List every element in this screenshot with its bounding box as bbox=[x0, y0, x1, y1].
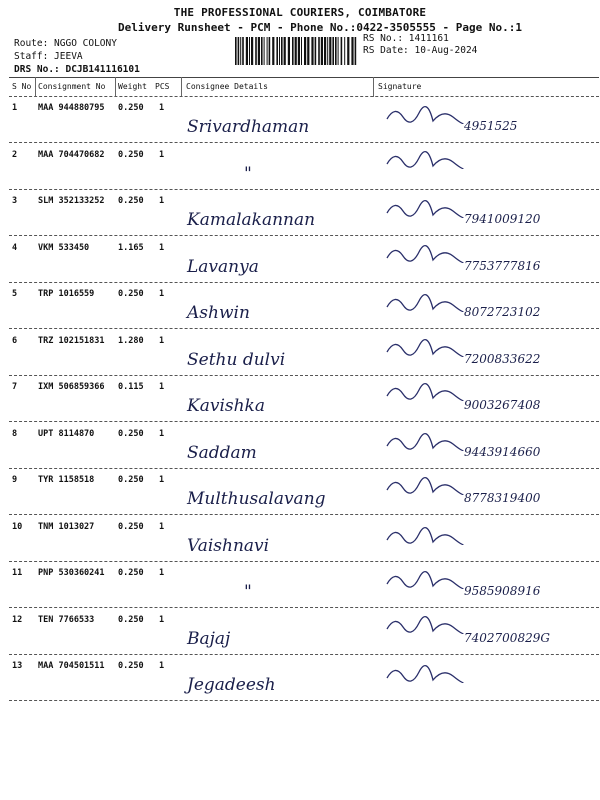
signature-stroke bbox=[387, 666, 463, 683]
table-row bbox=[9, 190, 599, 236]
table-row bbox=[9, 516, 599, 562]
table-top-rule bbox=[9, 77, 599, 78]
pcs-value: 1 bbox=[159, 242, 165, 253]
runsheet-subtitle: Delivery Runsheet - PCM - Phone No.:0422-3505555 - Page No.:1 bbox=[118, 21, 522, 34]
signature-stroke bbox=[387, 339, 463, 356]
signature-scribble bbox=[385, 520, 465, 548]
barcode-bar bbox=[240, 37, 241, 65]
row-separator bbox=[9, 700, 599, 701]
signature-scribble bbox=[385, 380, 465, 408]
barcode-bar bbox=[338, 37, 339, 65]
signature-stroke bbox=[387, 572, 463, 589]
consignment-number: MAA 944880795 bbox=[38, 103, 105, 113]
signature-stroke bbox=[387, 478, 463, 495]
table-row bbox=[9, 237, 599, 283]
consignment-number: VKM 533450 bbox=[38, 242, 90, 253]
phone-handwritten: 7941009120 bbox=[464, 212, 541, 226]
barcode-bar bbox=[292, 37, 294, 65]
signature-scribble bbox=[385, 613, 465, 641]
signature-scribble bbox=[385, 566, 465, 594]
pcs-value: 1 bbox=[159, 149, 165, 160]
weight-value: 0.250 bbox=[118, 103, 144, 113]
barcode-bar bbox=[315, 37, 317, 65]
row-sno: 13 bbox=[12, 661, 23, 671]
barcode-bar bbox=[264, 37, 265, 65]
signature-scribble bbox=[385, 287, 465, 315]
weight-value: 0.250 bbox=[118, 568, 144, 578]
weight-value: 0.250 bbox=[118, 289, 144, 299]
consignee-handwritten: " bbox=[244, 163, 252, 184]
barcode-bar bbox=[246, 37, 248, 65]
barcode-bar bbox=[344, 37, 345, 65]
signature-scribble bbox=[385, 334, 465, 362]
header-pcs: PCS bbox=[155, 82, 170, 91]
consignee-handwritten: " bbox=[244, 582, 252, 602]
weight-value: 0.115 bbox=[118, 382, 144, 392]
barcode-bar bbox=[327, 37, 328, 65]
table-row bbox=[9, 330, 599, 376]
phone-handwritten: 7753777816 bbox=[464, 258, 541, 273]
signature-stroke bbox=[387, 384, 463, 401]
table-row bbox=[9, 562, 599, 608]
weight-value: 0.250 bbox=[118, 614, 144, 625]
phone-handwritten: 8072723102 bbox=[464, 305, 541, 319]
signature-scribble bbox=[385, 148, 465, 176]
column-divider bbox=[115, 77, 116, 97]
pcs-value: 1 bbox=[159, 196, 165, 206]
row-sno: 3 bbox=[12, 196, 18, 206]
table-row bbox=[9, 283, 599, 329]
consignee-handwritten: Kavishka bbox=[187, 396, 265, 416]
pcs-value: 1 bbox=[159, 521, 165, 532]
barcode-bar bbox=[249, 37, 250, 65]
barcode-bar bbox=[284, 37, 286, 65]
barcode-bar bbox=[276, 37, 278, 65]
barcode-bar bbox=[258, 37, 260, 65]
barcode-bar bbox=[329, 37, 331, 65]
consignee-handwritten: Multhusalavang bbox=[187, 489, 326, 509]
pcs-value: 1 bbox=[159, 103, 165, 113]
consignee-handwritten: Srivardhaman bbox=[187, 117, 310, 137]
header-consignment: Consignment No bbox=[38, 82, 106, 91]
barcode-bar bbox=[235, 37, 237, 65]
barcode-bar bbox=[301, 37, 302, 65]
barcode-bar bbox=[255, 37, 257, 65]
barcode-bar bbox=[267, 37, 268, 65]
phone-handwritten: 9585908916 bbox=[464, 584, 541, 598]
pcs-value: 1 bbox=[159, 382, 165, 392]
row-sno: 7 bbox=[12, 382, 18, 392]
row-sno: 2 bbox=[12, 149, 18, 160]
phone-handwritten: 7200833622 bbox=[464, 351, 541, 366]
weight-value: 1.165 bbox=[118, 242, 144, 253]
consignment-number: IXM 506859366 bbox=[38, 382, 105, 392]
barcode-bar bbox=[307, 37, 309, 65]
consignee-handwritten: Bajaj bbox=[187, 628, 231, 649]
pcs-value: 1 bbox=[159, 475, 165, 485]
signature-scribble bbox=[385, 101, 465, 129]
barcode-bar bbox=[298, 37, 300, 65]
consignee-handwritten: Ashwin bbox=[187, 303, 250, 323]
consignment-number: TNM 1013027 bbox=[38, 521, 95, 532]
row-sno: 8 bbox=[12, 428, 18, 439]
header-sno: S No bbox=[12, 82, 32, 91]
barcode-bar bbox=[347, 37, 349, 65]
row-sno: 4 bbox=[12, 242, 18, 253]
barcode-bar bbox=[295, 37, 297, 65]
barcode-bar bbox=[355, 37, 357, 65]
barcode-bar bbox=[304, 37, 306, 65]
signature-scribble bbox=[385, 241, 465, 269]
pcs-value: 1 bbox=[159, 568, 165, 578]
row-sno: 5 bbox=[12, 289, 18, 299]
table-row bbox=[9, 609, 599, 655]
row-sno: 9 bbox=[12, 475, 18, 485]
weight-value: 0.250 bbox=[118, 196, 144, 206]
drs-number: DRS No.: DCJB141116101 bbox=[14, 64, 140, 75]
consignee-handwritten: Sethu dulvi bbox=[187, 349, 286, 370]
consignment-number: MAA 704501511 bbox=[38, 661, 105, 671]
column-divider bbox=[35, 77, 36, 97]
barcode-image bbox=[235, 37, 355, 65]
consignee-handwritten: Lavanya bbox=[187, 256, 259, 277]
header-weight: Weight bbox=[118, 82, 147, 91]
consignment-number: TRZ 102151831 bbox=[38, 335, 105, 346]
consignment-number: MAA 704470682 bbox=[38, 149, 105, 160]
route-label: Route: NGGO COLONY bbox=[14, 38, 117, 49]
consignment-number: TYR 1158518 bbox=[38, 475, 95, 485]
column-divider bbox=[181, 77, 182, 97]
consignee-handwritten: Saddam bbox=[187, 442, 257, 463]
signature-stroke bbox=[387, 616, 463, 633]
consignment-number: TRP 1016559 bbox=[38, 289, 95, 299]
table-row bbox=[9, 655, 599, 701]
pcs-value: 1 bbox=[159, 661, 165, 671]
barcode-bar bbox=[242, 37, 244, 65]
barcode-bar bbox=[251, 37, 253, 65]
consignment-number: PNP 530360241 bbox=[38, 568, 105, 578]
weight-value: 0.250 bbox=[118, 475, 144, 485]
signature-stroke bbox=[387, 295, 463, 312]
header-signature: Signature bbox=[378, 82, 422, 91]
runsheet-title: THE PROFESSIONAL COURIERS, COIMBATORE bbox=[173, 6, 427, 19]
pcs-value: 1 bbox=[159, 428, 165, 439]
signature-stroke bbox=[387, 245, 463, 262]
pcs-value: 1 bbox=[159, 614, 165, 625]
consignment-number: SLM 352133252 bbox=[38, 196, 105, 206]
barcode-bar bbox=[318, 37, 320, 65]
consignee-handwritten: Vaishnavi bbox=[187, 535, 270, 556]
row-sno: 10 bbox=[12, 521, 23, 532]
barcode-bar bbox=[321, 37, 323, 65]
weight-value: 0.250 bbox=[118, 521, 144, 532]
signature-scribble bbox=[385, 427, 465, 455]
consignment-number: TEN 7766533 bbox=[38, 614, 95, 625]
barcode-bar bbox=[279, 37, 280, 65]
signature-scribble bbox=[385, 473, 465, 501]
table-row bbox=[9, 423, 599, 469]
signature-stroke bbox=[387, 433, 463, 450]
barcode-bar bbox=[281, 37, 283, 65]
barcode-bar bbox=[341, 37, 343, 65]
table-row bbox=[9, 469, 599, 515]
staff-label: Staff: JEEVA bbox=[14, 51, 83, 62]
signature-scribble bbox=[385, 659, 465, 687]
column-divider bbox=[373, 77, 374, 97]
table-row bbox=[9, 376, 599, 422]
consignee-handwritten: Kamalakannan bbox=[187, 210, 316, 230]
phone-handwritten: 9443914660 bbox=[464, 444, 541, 459]
table-row bbox=[9, 97, 599, 143]
row-sno: 1 bbox=[12, 103, 18, 113]
table-row bbox=[9, 144, 599, 190]
barcode-bar bbox=[332, 37, 334, 65]
weight-value: 0.250 bbox=[118, 661, 144, 671]
barcode-bar bbox=[351, 37, 353, 65]
weight-value: 0.250 bbox=[118, 149, 144, 160]
barcode-bar bbox=[272, 37, 274, 65]
signature-stroke bbox=[387, 527, 463, 544]
barcode-bar bbox=[238, 37, 240, 65]
signature-stroke bbox=[387, 107, 463, 124]
barcode-bar bbox=[311, 37, 313, 65]
pcs-value: 1 bbox=[159, 289, 165, 299]
barcode-bar bbox=[335, 37, 337, 65]
phone-handwritten: 7402700829G bbox=[464, 630, 550, 645]
barcode-bar bbox=[261, 37, 263, 65]
header-consignee: Consignee Details bbox=[186, 82, 268, 91]
signature-stroke bbox=[387, 151, 463, 168]
barcode-bar bbox=[324, 37, 326, 65]
phone-handwritten: 4951525 bbox=[464, 119, 518, 133]
weight-value: 1.280 bbox=[118, 335, 144, 346]
rs-date: RS Date: 10-Aug-2024 bbox=[363, 45, 478, 56]
row-sno: 11 bbox=[12, 568, 23, 578]
phone-handwritten: 9003267408 bbox=[464, 398, 541, 412]
phone-handwritten: 8778319400 bbox=[464, 491, 541, 505]
row-sno: 12 bbox=[12, 614, 23, 625]
barcode-bar bbox=[269, 37, 271, 65]
pcs-value: 1 bbox=[159, 335, 165, 346]
row-sno: 6 bbox=[12, 335, 18, 346]
consignee-handwritten: Jegadeesh bbox=[187, 675, 276, 695]
signature-scribble bbox=[385, 194, 465, 222]
weight-value: 0.250 bbox=[118, 428, 144, 439]
signature-stroke bbox=[387, 201, 463, 218]
rs-number: RS No.: 1411161 bbox=[363, 33, 449, 44]
barcode-bar bbox=[288, 37, 290, 65]
consignment-number: UPT 8114870 bbox=[38, 428, 95, 439]
